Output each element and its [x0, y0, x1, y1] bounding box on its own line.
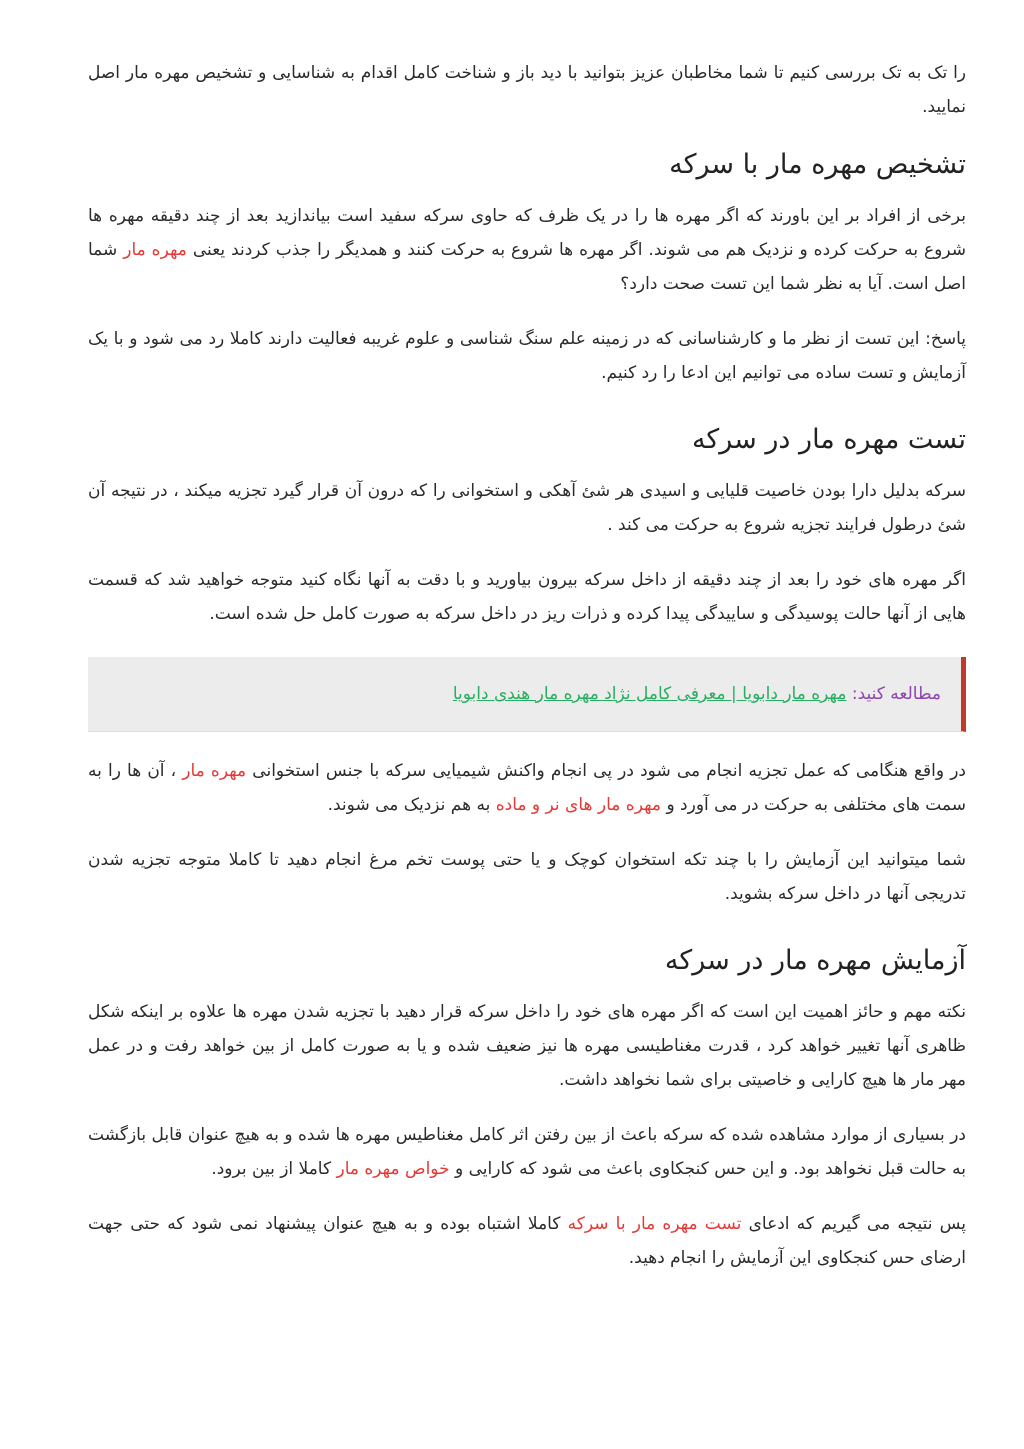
paragraph-answer: پاسخ: این تست از نظر ما و کارشناسانی که در زمینه علم سنگ شناسی و علوم غریبه فعالیت دارند کاملا رد می شود و با یک آزمایش و تست ساده می توانیم این ادعا را رد کنیم.: [88, 329, 966, 383]
paragraph-conclusion: [88, 1207, 966, 1275]
paragraph-text: در واقع هنگامی که عمل تجزیه انجام می شود در پی انجام واکنش شیمیایی سرکه با جنس استخوانی: [252, 761, 966, 781]
paragraph-text: برخی از افراد بر این باورند که اگر مهره ها را در یک ظرف که حاوی سرکه سفید است بیاندازید بعد از چند دقیقه مهره ها شروع به حرکت کرده و نزدیک هم می شوند. اگر مهره ها شروع به حرکت کنند و همدیگر را جذب کردند یعنی: [88, 206, 966, 260]
read-more-box: [88, 657, 966, 732]
paragraph-text: شما اصل است. آیا به نظر شما این تست صحت دارد؟: [88, 240, 966, 294]
paragraph-observation: اگر مهره های خود را بعد از چند دقیقه از داخل سرکه بیرون بیاورید و با دقت به آنها نگاه کنید متوجه خواهید شد که قسمت هایی از آنها حالت پوسیدگی و ساییدگی پیدا کرده و ذرات ریز در داخل سرکه به صورت کامل حل شده است.: [88, 570, 966, 624]
link-mohre-properties[interactable]: خواص مهره مار: [336, 1159, 450, 1179]
paragraph-important-note: نکته مهم و حائز اهمیت این است که اگر مهره های خود را داخل سرکه قرار دهید با تجزیه شدن مهره ها علاوه بر اینکه شکل ظاهری آنها تغییر خواهد کرد ، قدرت مغناطیسی مهره ها نیز ضعیف شده و یا به صورت کامل از بین خواهد رفت و در عمل مهر مار ها هیچ کارایی و خاصیتی برای شما نخواهد داشت.: [88, 1002, 966, 1090]
paragraph-vinegar-property: سرکه بدلیل دارا بودن خاصیت قلیایی و اسیدی هر شئ آهکی و استخوانی را که درون آن قرار گیرد تجزیه میکند ، در نتیجه آن شئ درطول فرایند تجزیه شروع به حرکت می کند .: [88, 481, 966, 535]
heading-detect-with-vinegar: تشخیص مهره مار با سرکه: [669, 149, 966, 180]
link-male-female-mohre[interactable]: مهره مار های نر و ماده: [495, 795, 662, 815]
link-mohre-mar[interactable]: مهره مار: [123, 240, 187, 260]
read-more-label: مطالعه کنید:: [851, 684, 941, 704]
heading-test-in-vinegar: تست مهره مار در سرکه: [691, 424, 966, 455]
paragraph-text: کاملا از بین برود.: [211, 1159, 332, 1179]
link-vinegar-test[interactable]: تست مهره مار با سرکه: [567, 1214, 742, 1234]
intro-paragraph: را تک به تک بررسی کنیم تا شما مخاطبان عزیز بتوانید با دید باز و شناخت کامل اقدام به شناسایی و تشخیص مهره مار اصل نمایید.: [88, 63, 966, 117]
heading-experiment-in-vinegar: آزمایش مهره مار در سرکه: [664, 945, 966, 976]
paragraph-belief: [88, 199, 966, 301]
read-more-link[interactable]: مهره مار دابویا | معرفی کامل نژاد مهره مار هندی دابویا: [452, 684, 847, 704]
paragraph-reaction: [88, 754, 966, 822]
paragraph-text: ، آن ها را به سمت های مختلفی به حرکت در می آورد و: [88, 761, 966, 815]
paragraph-text: کاملا اشتباه بوده و به هیچ عنوان پیشنهاد نمی شود که حتی جهت ارضای حس کنجکاوی این آزمایش را انجام دهید.: [88, 1214, 966, 1268]
paragraph-text: به هم نزدیک می شوند.: [327, 795, 491, 815]
link-mohre-mar-2[interactable]: مهره مار: [182, 761, 247, 781]
paragraph-magnetism-loss: [88, 1118, 966, 1186]
paragraph-text: پس نتیجه می گیریم که ادعای: [748, 1214, 967, 1234]
paragraph-bone-test: شما میتوانید این آزمایش را با چند تکه استخوان کوچک و یا حتی پوست تخم مرغ انجام دهید تا کاملا متوجه تجزیه شدن تدریجی آنها در داخل سرکه بشوید.: [88, 850, 966, 904]
paragraph-text: در بسیاری از موارد مشاهده شده که سرکه باعث از بین رفتن اثر کامل مغناطیس مهره ها شده و به هیچ عنوان قابل بازگشت به حالت قبل نخواهد بود. و این حس کنجکاوی باعث می شود که کارایی و: [88, 1125, 966, 1179]
